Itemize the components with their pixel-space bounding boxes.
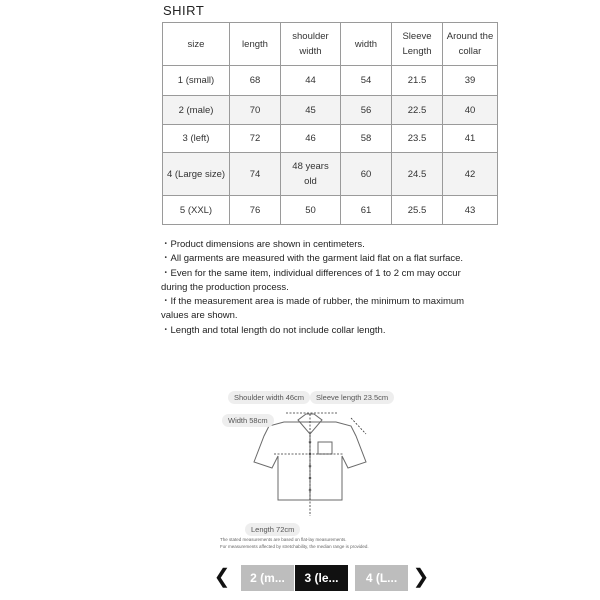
sleeve-length-label: Sleeve length 23.5cm [310, 391, 394, 404]
chevron-right-icon[interactable]: ❯ [412, 566, 430, 588]
note-line: ・All garments are measured with the garment laid flat on a flat surface. [161, 253, 464, 265]
cell-collar: 40 [443, 96, 498, 125]
cell-sleeve: 23.5 [392, 125, 443, 153]
cell-shoulder: 44 [281, 66, 341, 96]
note-line: ・Product dimensions are shown in centimeters. [161, 239, 365, 250]
header-width: width [341, 23, 392, 66]
header-sleeve-line1: Sleeve [402, 31, 432, 42]
table-row [163, 96, 498, 125]
diagram-footnote: For measurements affected by stretchability, the median range is provided. [220, 544, 369, 549]
header-sleeve-length [392, 23, 443, 66]
carousel-thumb-active[interactable]: 3 (le... [295, 565, 348, 591]
cell-collar: 43 [443, 196, 498, 225]
cell-sleeve: 22.5 [392, 96, 443, 125]
cell-width: 58 [341, 125, 392, 153]
header-length: length [230, 23, 281, 66]
header-collar-line1: Around the [446, 31, 494, 42]
header-size: size [163, 23, 230, 66]
table-row [163, 125, 498, 153]
cell-sleeve: 24.5 [392, 153, 443, 196]
cell-size: 5 (XXL) [163, 196, 230, 225]
header-shoulder-line1: shoulder [292, 31, 329, 42]
header-collar-line2: collar [458, 46, 482, 57]
cell-shoulder-line2: old [304, 176, 317, 187]
cell-shoulder-line1: 48 years [292, 161, 329, 172]
shirt-collar [298, 414, 322, 434]
cell-length: 72 [230, 125, 281, 153]
size-table [162, 22, 498, 225]
table-header-row [163, 23, 498, 66]
carousel-thumb[interactable]: 4 (L... [355, 565, 408, 591]
cell-sleeve: 25.5 [392, 196, 443, 225]
cell-length: 74 [230, 153, 281, 196]
diagram-footnote: The stated measurements are based on flat-lay measurements. [220, 537, 347, 542]
cell-size: 2 (male) [163, 96, 230, 125]
carousel-thumb[interactable]: 2 (m... [241, 565, 294, 591]
chevron-left-icon[interactable]: ❮ [213, 566, 231, 588]
note-line: during the production process. [161, 281, 289, 293]
cell-width: 60 [341, 153, 392, 196]
header-sleeve-line2: Length [402, 46, 432, 57]
cell-shoulder [281, 153, 341, 196]
table-row [163, 66, 498, 96]
page-title: SHIRT [163, 3, 205, 18]
cell-size: 3 (left) [163, 125, 230, 153]
length-label: Length 72cm [245, 523, 300, 536]
cell-size: 1 (small) [163, 66, 230, 96]
header-collar [443, 23, 498, 66]
cell-collar: 39 [443, 66, 498, 96]
shoulder-width-label: Shoulder width 46cm [228, 391, 310, 404]
note-line: ・Even for the same item, individual differences of 1 to 2 cm may occur [161, 267, 461, 279]
cell-shoulder: 50 [281, 196, 341, 225]
cell-size: 4 (Large size) [163, 153, 230, 196]
cell-length: 68 [230, 66, 281, 96]
cell-width: 56 [341, 96, 392, 125]
shirt-illustration [214, 384, 404, 554]
image-carousel [0, 565, 600, 591]
header-shoulder-width [281, 23, 341, 66]
cell-shoulder: 45 [281, 96, 341, 125]
note-line: ・If the measurement area is made of rubber, the minimum to maximum [161, 296, 465, 308]
header-shoulder-line2: width [299, 46, 322, 57]
table-row [163, 153, 498, 196]
cell-length: 76 [230, 196, 281, 225]
note-line: values are shown. [161, 310, 238, 322]
measurement-diagram [214, 384, 404, 554]
width-label: Width 58cm [222, 414, 274, 427]
shirt-pocket [318, 442, 332, 454]
cell-width: 54 [341, 66, 392, 96]
cell-sleeve: 21.5 [392, 66, 443, 96]
table-row [163, 196, 498, 225]
cell-collar: 42 [443, 153, 498, 196]
cell-shoulder: 46 [281, 125, 341, 153]
measurement-notes [161, 238, 481, 338]
cell-collar: 41 [443, 125, 498, 153]
note-line: ・Length and total length do not include collar length. [161, 324, 386, 336]
cell-length: 70 [230, 96, 281, 125]
cell-width: 61 [341, 196, 392, 225]
